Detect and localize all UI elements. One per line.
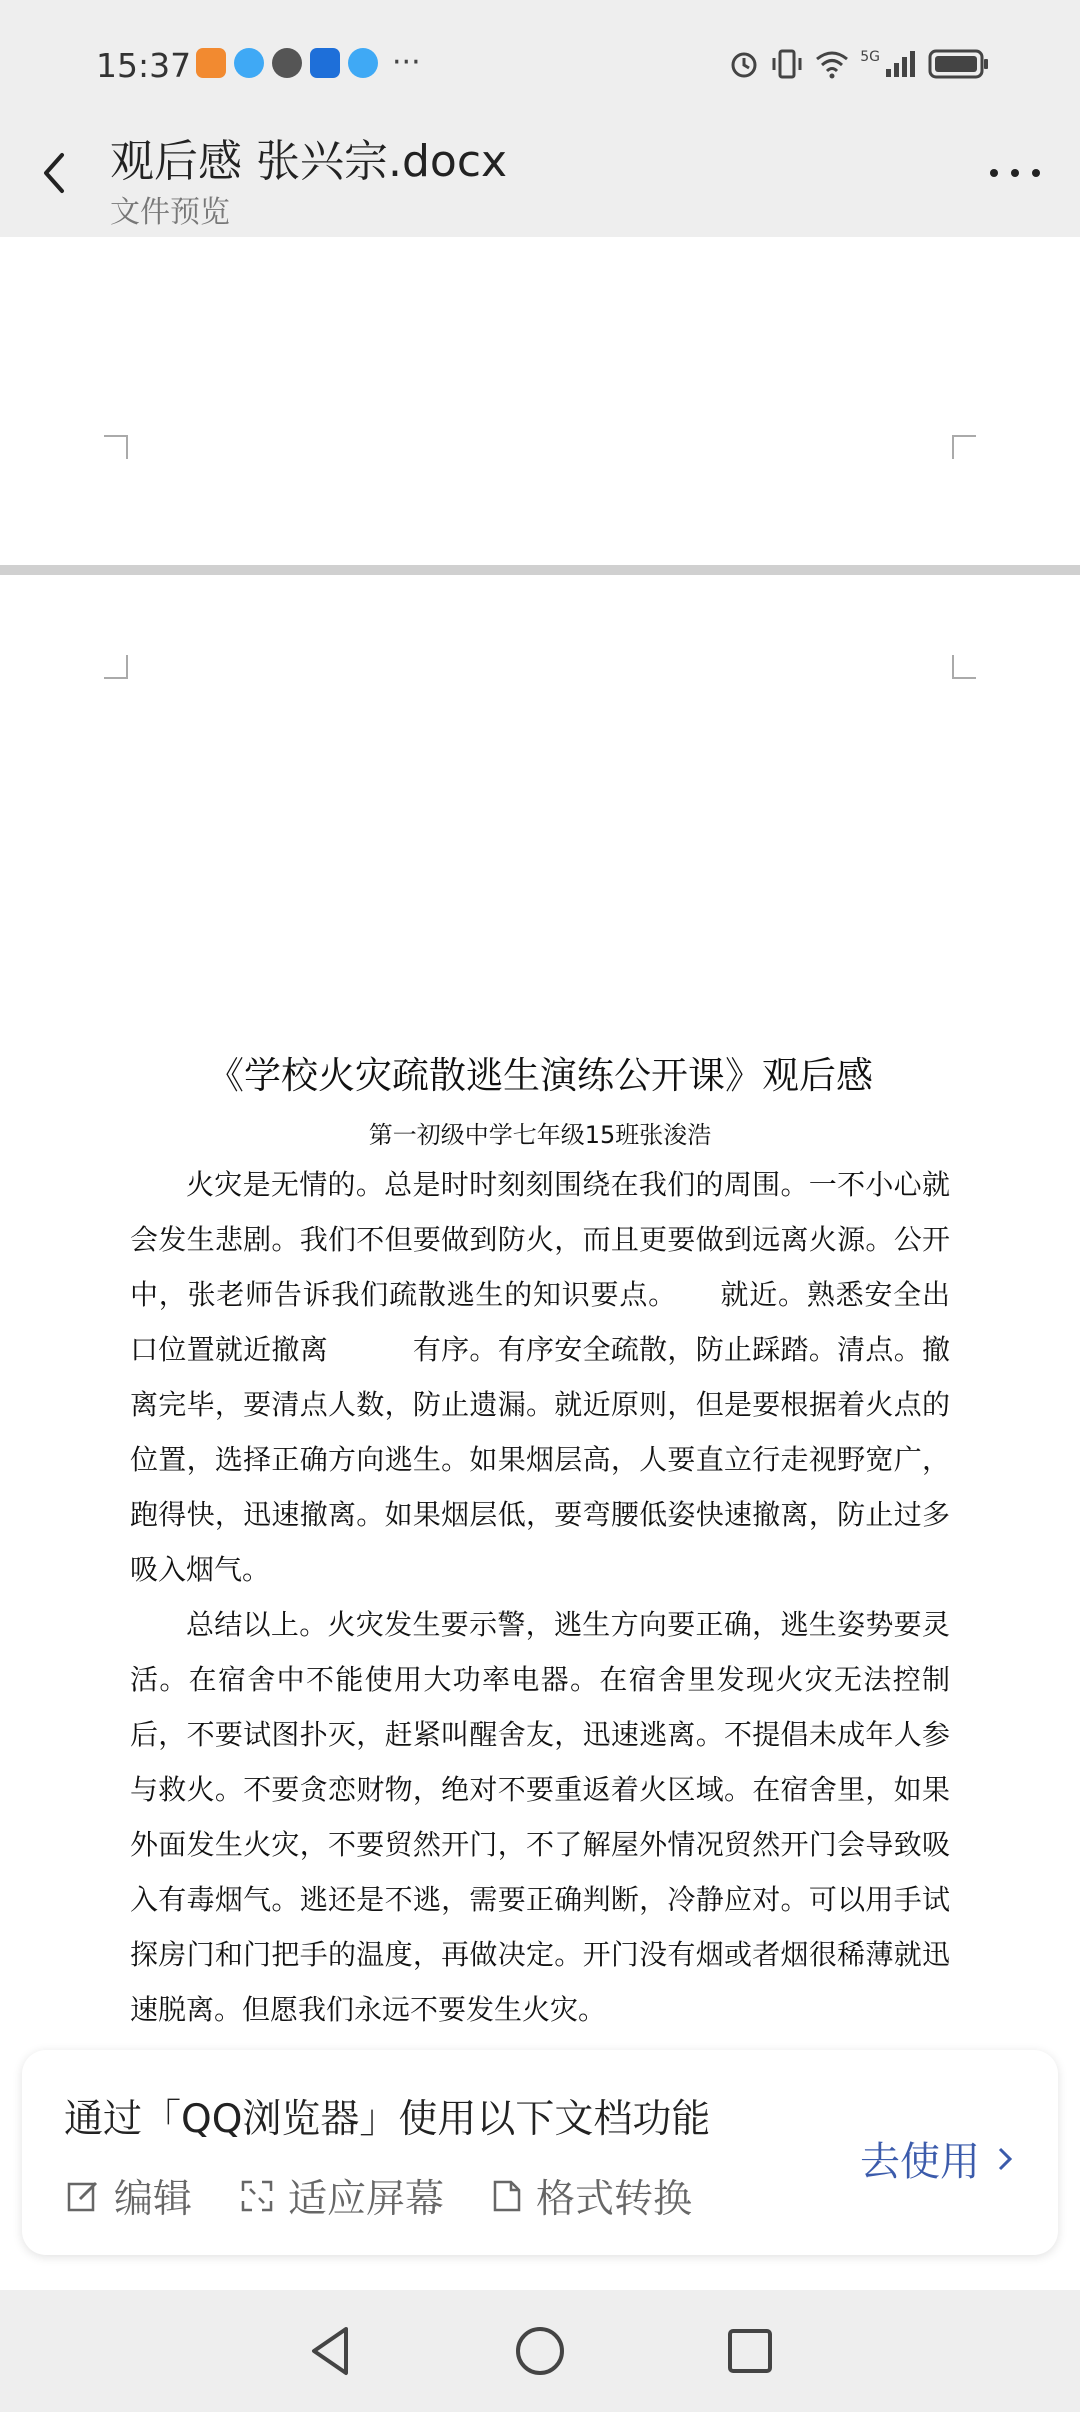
promo-convert-action[interactable]	[492, 2168, 692, 2224]
margin-mark	[952, 435, 976, 459]
more-options-button[interactable]	[980, 145, 1050, 195]
document-page-1	[0, 237, 1080, 565]
vibrate-icon	[770, 48, 804, 80]
app-header	[0, 105, 1080, 237]
notification-icons	[196, 45, 421, 80]
network-type-label: 5G	[860, 49, 880, 65]
battery-icon	[928, 48, 990, 80]
promo-fit-screen-action[interactable]	[240, 2168, 444, 2224]
system-navigation-bar	[0, 2290, 1080, 2412]
paragraph: 总结以上。火灾发生要示警，逃生方向要正确，逃生姿势要灵活。在宿舍中不能使用大功率电器。在宿舍里发现火灾无法控制后，不要试图扑灭，赶紧叫醒舍友，迅速逃离。不提倡未成年人参与救火。不要贪恋财物，绝对不要重返着火区域。在宿舍里，如果外面发生火灾，不要贸然开门，不了解屋外情况贸然开门会导致吸入有毒烟气。逃还是不逃，需要正确判断，冷静应对。可以用手试探房门和门把手的温度，再做决定。开门没有烟或者烟很稀薄就迅速脱离。但愿我们永远不要发生火灾。	[130, 1608, 950, 2026]
more-notifications-icon: ···	[392, 45, 421, 80]
promo-title: 通过「QQ浏览器」使用以下文档功能	[64, 2097, 711, 2142]
paragraph: 火灾是无情的。总是时时刻刻围绕在我们的周围。一不小心就会发生悲剧。我们不但要做到防火，而且更要做到远离火源。公开中，张老师告诉我们疏散逃生的知识要点。 就近。熟悉安全出口位置就近撤离 有序。有序安全疏散，防止踩踏。清点。撤离完毕，要清点人数，防止遗漏。就近原则，但是要根据着火点的位置，选择正确方向逃生。如果烟层高，人要直立行走视野宽广，跑得快，迅速撤离。如果烟层低，要弯腰低姿快速撤离，防止过多吸入烟气。	[130, 1168, 950, 1586]
promo-fit-screen-label: 适应屏幕	[288, 2177, 445, 2222]
margin-mark	[104, 655, 128, 679]
margin-mark	[104, 435, 128, 459]
margin-mark	[952, 655, 976, 679]
qq-browser-icon	[234, 48, 264, 78]
qq-browser-promo-card[interactable]	[22, 2050, 1058, 2255]
promo-edit-label: 编辑	[114, 2177, 193, 2222]
document-byline: 第一初级中学七年级15班张浚浩	[368, 1121, 712, 1149]
promo-use-button[interactable]	[860, 2130, 1014, 2187]
nav-back-button[interactable]	[300, 2321, 360, 2381]
alarm-icon	[728, 48, 760, 80]
document-heading: 《学校火灾疏散逃生演练公开课》观后感	[207, 1054, 873, 1097]
chat-bubble-icon	[272, 48, 302, 78]
shield-app-icon	[196, 48, 226, 78]
back-button[interactable]	[30, 141, 78, 205]
nav-recents-button[interactable]	[720, 2321, 780, 2381]
edit-icon	[66, 2179, 100, 2213]
bookmark-app-icon	[310, 48, 340, 78]
chevron-right-icon	[996, 2144, 1014, 2174]
document-title: 观后感 张兴宗.docx	[110, 136, 508, 187]
wifi-icon	[814, 49, 850, 79]
promo-feature-list	[66, 2168, 692, 2224]
signal-icon	[884, 49, 918, 79]
nav-home-button[interactable]	[510, 2321, 570, 2381]
promo-use-label: 去使用	[860, 2139, 980, 2185]
document-subtitle: 文件预览	[110, 195, 230, 230]
fit-screen-icon	[240, 2179, 274, 2213]
qq-browser-icon-2	[348, 48, 378, 78]
system-icons	[728, 48, 990, 80]
document-body	[130, 1157, 950, 2037]
status-time: 15:37	[96, 46, 192, 85]
document-viewer[interactable]	[0, 237, 1080, 2237]
promo-convert-label: 格式转换	[536, 2177, 693, 2222]
file-convert-icon	[492, 2179, 522, 2213]
promo-edit-action[interactable]	[66, 2168, 192, 2224]
